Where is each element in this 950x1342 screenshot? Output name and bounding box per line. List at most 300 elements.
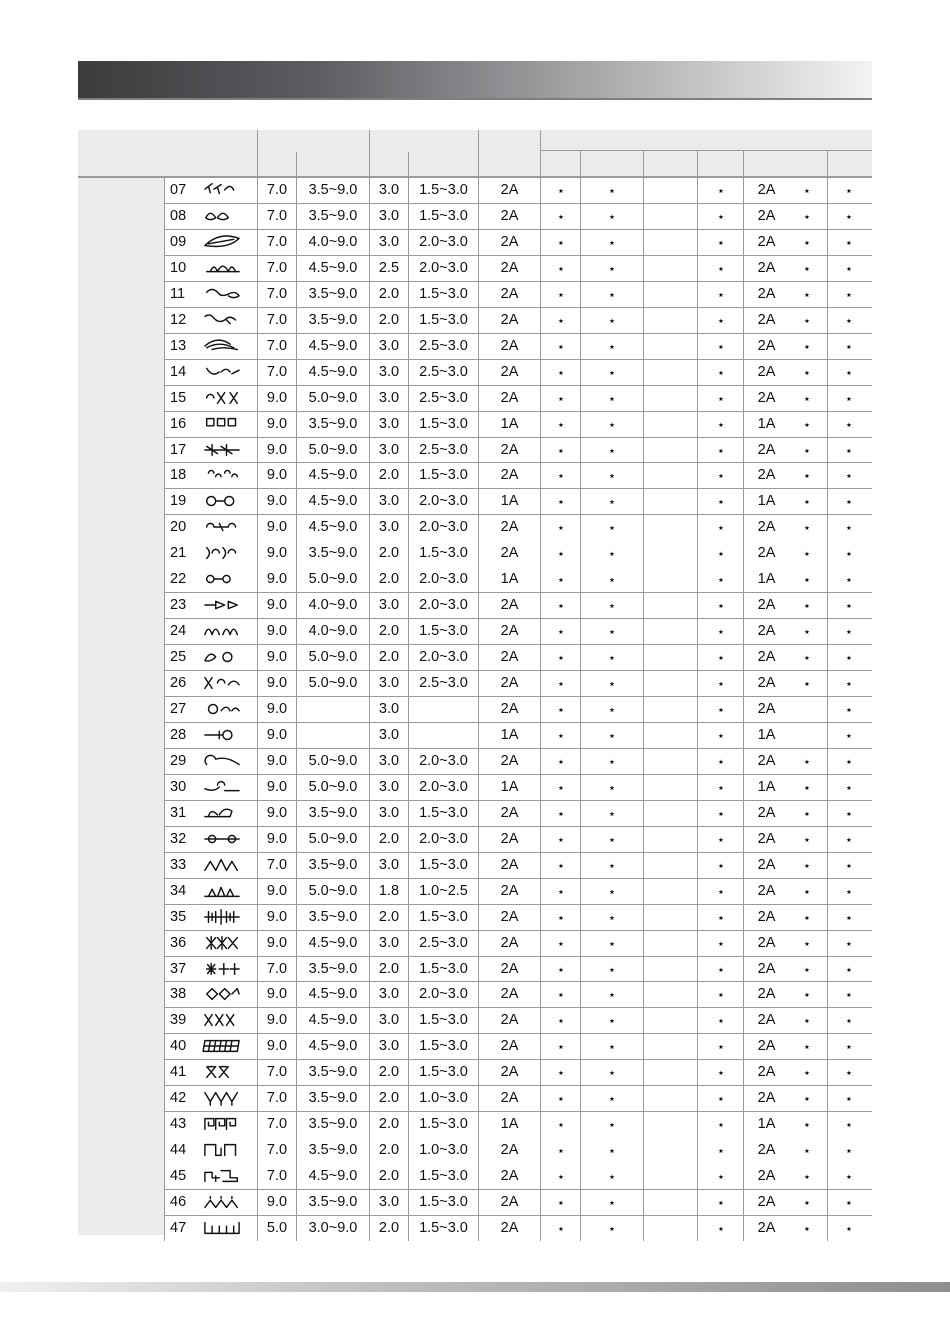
length-range: 1.5~3.0: [419, 1116, 468, 1133]
mark-col-5: ⋆: [802, 1065, 812, 1081]
mark-col-1: ⋆: [556, 857, 566, 873]
presser-foot-alt: 2A: [757, 882, 776, 899]
row-divider: [164, 1059, 872, 1060]
presser-foot-alt: 1A: [757, 493, 776, 510]
mark-col-4: ⋆: [716, 468, 726, 484]
presser-foot: 2A: [500, 467, 519, 484]
cross-x-icon: [200, 1063, 244, 1081]
mark-col-4: ⋆: [716, 260, 726, 276]
mark-col-1: ⋆: [556, 935, 566, 951]
row-divider: [164, 359, 872, 360]
mark-col-5: ⋆: [802, 234, 812, 250]
stitch-number: 16: [170, 415, 187, 432]
mark-col-6: ⋆: [844, 338, 854, 354]
double-leaf-icon: [200, 207, 244, 225]
stitch-number: 28: [170, 726, 187, 743]
presser-foot-alt: 2A: [757, 467, 776, 484]
presser-foot: 2A: [500, 623, 519, 640]
presser-foot: 2A: [500, 182, 519, 198]
width-range: 4.5~9.0: [308, 259, 358, 276]
row-divider: [164, 255, 872, 256]
grid-fence-icon: [200, 1037, 244, 1055]
mark-col-6: ⋆: [844, 831, 854, 847]
wave-curl-icon: [200, 778, 244, 796]
header-divider: [478, 130, 479, 177]
stitch-number: 42: [170, 1090, 187, 1107]
length-range: 1.5~3.0: [419, 1168, 468, 1185]
width-range: 4.5~9.0: [308, 1038, 358, 1055]
presser-foot: 2A: [500, 986, 519, 1003]
mark-col-1: ⋆: [556, 1039, 566, 1055]
mark-col-6: ⋆: [844, 1013, 854, 1029]
mark-col-2: ⋆: [607, 935, 617, 951]
length-range: 1.5~3.0: [419, 1064, 468, 1081]
length-range: 1.0~2.5: [419, 882, 468, 899]
width-default: 9.0: [266, 415, 288, 432]
length-range: 2.5~3.0: [419, 934, 468, 951]
mark-col-1: ⋆: [556, 416, 566, 432]
lotus-pair-icon: [200, 622, 244, 640]
mark-col-2: ⋆: [607, 779, 617, 795]
length-default: 2.0: [378, 649, 400, 666]
mark-col-5: ⋆: [802, 857, 812, 873]
length-default: 2.0: [378, 1116, 400, 1133]
stitch-number: 27: [170, 701, 187, 717]
width-default: 9.0: [266, 701, 288, 717]
header-subdivider: [296, 152, 297, 177]
mark-col-1: ⋆: [556, 753, 566, 769]
row-divider: [164, 281, 872, 282]
mark-col-2: ⋆: [607, 520, 617, 536]
length-range: 1.5~3.0: [419, 908, 468, 925]
mark-col-5: ⋆: [802, 753, 812, 769]
length-range: 1.5~3.0: [419, 311, 468, 328]
mark-col-4: ⋆: [716, 1143, 726, 1159]
length-range: 2.5~3.0: [419, 363, 468, 380]
width-range: 4.5~9.0: [308, 519, 358, 536]
mark-col-6: ⋆: [844, 1117, 854, 1133]
mark-col-5: ⋆: [802, 598, 812, 614]
width-default: 9.0: [266, 441, 288, 458]
width-range: 5.0~9.0: [308, 752, 358, 769]
presser-foot: 2A: [500, 856, 519, 873]
width-default: 7.0: [266, 207, 288, 224]
leaf-vine-icon: [200, 311, 244, 329]
branch-sprig-icon: [200, 181, 244, 199]
presser-foot: 2A: [500, 337, 519, 354]
row-divider: [164, 1111, 872, 1112]
presser-foot: 2A: [500, 1142, 519, 1159]
length-default: 3.0: [378, 207, 400, 224]
page-footer-bar: [0, 1282, 950, 1292]
width-range: 4.0~9.0: [308, 597, 358, 614]
stitch-number: 08: [170, 207, 187, 224]
width-range: 5.0~9.0: [308, 571, 358, 588]
comb-icon: [200, 908, 244, 926]
mark-col-6: ⋆: [844, 779, 854, 795]
column-divider: [697, 177, 698, 1241]
mark-col-5: ⋆: [802, 260, 812, 276]
stitch-number: 15: [170, 389, 187, 406]
mark-col-1: ⋆: [556, 1013, 566, 1029]
mark-col-4: ⋆: [716, 286, 726, 302]
mark-col-1: ⋆: [556, 961, 566, 977]
width-range: 3.5~9.0: [308, 908, 358, 925]
mark-col-4: ⋆: [716, 961, 726, 977]
presser-foot-alt: 2A: [757, 389, 776, 406]
row-divider: [164, 1033, 872, 1034]
row-divider: [164, 462, 872, 463]
mark-col-1: ⋆: [556, 1169, 566, 1185]
width-range: 5.0~9.0: [308, 649, 358, 666]
presser-foot: 2A: [500, 1168, 519, 1185]
row-divider: [164, 437, 872, 438]
mark-col-2: ⋆: [607, 234, 617, 250]
length-default: 3.0: [378, 1194, 400, 1211]
mark-col-5: ⋆: [802, 520, 812, 536]
stitch-number: 17: [170, 441, 187, 458]
presser-foot-alt: 2A: [757, 259, 776, 276]
length-default: 2.0: [378, 545, 400, 562]
presser-foot-alt: 2A: [757, 701, 776, 717]
row-divider: [164, 411, 872, 412]
mark-col-2: ⋆: [607, 753, 617, 769]
mark-col-2: ⋆: [607, 494, 617, 510]
width-default: 7.0: [266, 1116, 288, 1133]
presser-foot: 2A: [500, 1090, 519, 1107]
mark-col-1: ⋆: [556, 442, 566, 458]
bell-flower-icon: [200, 596, 244, 614]
presser-foot-alt: 2A: [757, 1012, 776, 1029]
length-range: 1.0~3.0: [419, 1090, 468, 1107]
length-default: 3.0: [378, 778, 400, 795]
presser-foot-alt: 2A: [757, 752, 776, 769]
row-divider: [164, 696, 872, 697]
stitch-number: 24: [170, 623, 187, 640]
length-default: 3.0: [378, 493, 400, 510]
mark-col-4: ⋆: [716, 805, 726, 821]
mark-col-1: ⋆: [556, 779, 566, 795]
mark-col-1: ⋆: [556, 572, 566, 588]
width-default: 9.0: [266, 389, 288, 406]
width-range: 3.5~9.0: [308, 1064, 358, 1081]
mark-col-5: ⋆: [802, 805, 812, 821]
mark-col-6: ⋆: [844, 208, 854, 224]
width-range: 3.5~9.0: [308, 311, 358, 328]
stitch-number: 10: [170, 259, 187, 276]
mark-col-6: ⋆: [844, 805, 854, 821]
length-default: 2.0: [378, 623, 400, 640]
column-divider: [827, 177, 828, 1241]
length-range: 1.0~3.0: [419, 1142, 468, 1159]
presser-foot-alt: 2A: [757, 1194, 776, 1211]
butterfly-row-icon: [200, 1011, 244, 1029]
length-default: 2.0: [378, 830, 400, 847]
mark-col-1: ⋆: [556, 260, 566, 276]
mark-col-6: ⋆: [844, 520, 854, 536]
stitch-number: 09: [170, 233, 187, 250]
header-bottom-rule: [78, 176, 872, 178]
mark-col-6: ⋆: [844, 650, 854, 666]
stitch-number: 46: [170, 1194, 187, 1211]
picket-fence-icon: [200, 1219, 244, 1237]
length-default: 2.0: [378, 1064, 400, 1081]
length-default: 3.0: [378, 1012, 400, 1029]
mark-col-4: ⋆: [716, 416, 726, 432]
presser-foot: 2A: [500, 311, 519, 328]
mark-col-5: ⋆: [802, 676, 812, 692]
length-range: 1.5~3.0: [419, 804, 468, 821]
presser-foot: 2A: [500, 830, 519, 847]
length-range: 1.5~3.0: [419, 1012, 468, 1029]
width-default: 7.0: [266, 311, 288, 328]
flower-chain-icon: [200, 830, 244, 848]
presser-foot: 2A: [500, 519, 519, 536]
presser-foot: 2A: [500, 259, 519, 276]
mark-col-6: ⋆: [844, 987, 854, 1003]
presser-foot-alt: 2A: [757, 207, 776, 224]
width-default: 5.0: [266, 1220, 288, 1236]
mark-col-6: ⋆: [844, 1169, 854, 1185]
header-subdivider: [743, 150, 744, 177]
category-column: [78, 177, 164, 1235]
presser-foot-alt: 1A: [757, 726, 776, 743]
length-range: 1.5~3.0: [419, 415, 468, 432]
flower-stem-icon: [200, 726, 244, 744]
width-default: 9.0: [266, 519, 288, 536]
stitch-number: 19: [170, 493, 187, 510]
length-range: 2.0~3.0: [419, 597, 468, 614]
mark-col-6: ⋆: [844, 468, 854, 484]
presser-foot: 2A: [500, 389, 519, 406]
length-default: 3.0: [378, 519, 400, 536]
width-range: 3.5~9.0: [308, 285, 358, 302]
width-default: 9.0: [266, 908, 288, 925]
length-range: 1.5~3.0: [419, 467, 468, 484]
presser-foot-alt: 2A: [757, 675, 776, 692]
mark-col-6: ⋆: [844, 183, 854, 198]
presser-foot: 2A: [500, 675, 519, 692]
mark-col-4: ⋆: [716, 702, 726, 717]
mark-col-1: ⋆: [556, 520, 566, 536]
presser-foot-alt: 2A: [757, 441, 776, 458]
mark-col-1: ⋆: [556, 312, 566, 328]
mark-col-6: ⋆: [844, 234, 854, 250]
length-range: 1.5~3.0: [419, 1220, 468, 1236]
stitch-number: 23: [170, 597, 187, 614]
mark-col-5: ⋆: [802, 390, 812, 406]
width-range: 4.0~9.0: [308, 233, 358, 250]
presser-foot: 2A: [500, 1064, 519, 1081]
mark-col-4: ⋆: [716, 624, 726, 640]
header-subdivider: [408, 152, 409, 177]
meander-icon: [200, 1141, 244, 1159]
mark-col-1: ⋆: [556, 987, 566, 1003]
stitch-number: 45: [170, 1168, 187, 1185]
length-range: 1.5~3.0: [419, 285, 468, 302]
star-flower-icon: [200, 441, 244, 459]
length-default: 2.0: [378, 311, 400, 328]
stitch-number: 22: [170, 571, 187, 588]
mark-col-4: ⋆: [716, 650, 726, 666]
length-range: 2.0~3.0: [419, 571, 468, 588]
row-divider: [164, 878, 872, 879]
mark-col-2: ⋆: [607, 1169, 617, 1185]
length-default: 3.0: [378, 726, 400, 743]
width-range: 4.5~9.0: [308, 986, 358, 1003]
mark-col-1: ⋆: [556, 883, 566, 899]
length-range: 1.5~3.0: [419, 207, 468, 224]
mark-col-5: ⋆: [802, 935, 812, 951]
mark-col-2: ⋆: [607, 1091, 617, 1107]
width-default: 9.0: [266, 675, 288, 692]
presser-foot-alt: 2A: [757, 545, 776, 562]
mark-col-5: ⋆: [802, 442, 812, 458]
tulip-row-icon: [200, 415, 244, 433]
length-default: 2.0: [378, 960, 400, 977]
length-default: 3.0: [378, 856, 400, 873]
width-default: 9.0: [266, 597, 288, 614]
mark-col-1: ⋆: [556, 909, 566, 925]
width-range: 5.0~9.0: [308, 441, 358, 458]
width-default: 9.0: [266, 882, 288, 899]
mark-col-6: ⋆: [844, 572, 854, 588]
mark-col-1: ⋆: [556, 1221, 566, 1236]
width-default: 7.0: [266, 233, 288, 250]
length-range: 2.0~3.0: [419, 259, 468, 276]
width-range: 4.5~9.0: [308, 467, 358, 484]
mark-col-5: ⋆: [802, 1117, 812, 1133]
mark-col-4: ⋆: [716, 987, 726, 1003]
mark-col-4: ⋆: [716, 779, 726, 795]
row-divider: [164, 852, 872, 853]
asterisk-row-icon: [200, 960, 244, 978]
leaf-outline-icon: [200, 804, 244, 822]
width-range: 3.5~9.0: [308, 415, 358, 432]
mark-col-6: ⋆: [844, 883, 854, 899]
mark-col-6: ⋆: [844, 702, 854, 717]
presser-foot-alt: 2A: [757, 363, 776, 380]
mark-col-1: ⋆: [556, 208, 566, 224]
length-range: 1.5~3.0: [419, 545, 468, 562]
mark-col-2: ⋆: [607, 416, 617, 432]
mark-col-1: ⋆: [556, 598, 566, 614]
length-default: 3.0: [378, 804, 400, 821]
stitch-number: 37: [170, 960, 187, 977]
width-range: 5.0~9.0: [308, 882, 358, 899]
stitch-number: 11: [170, 285, 186, 302]
presser-foot: 2A: [500, 1038, 519, 1055]
presser-foot-alt: 1A: [757, 571, 776, 588]
mark-col-1: ⋆: [556, 650, 566, 666]
mark-col-1: ⋆: [556, 234, 566, 250]
mark-col-2: ⋆: [607, 312, 617, 328]
stitch-number: 25: [170, 649, 187, 666]
header-subdivider: [580, 150, 581, 177]
presser-foot: 2A: [500, 649, 519, 666]
mark-col-5: ⋆: [802, 183, 812, 198]
stitch-number: 39: [170, 1012, 187, 1029]
mark-col-2: ⋆: [607, 831, 617, 847]
mark-col-1: ⋆: [556, 183, 566, 198]
column-divider: [257, 177, 258, 1241]
tulip-outline-icon: [200, 1089, 244, 1107]
mark-col-4: ⋆: [716, 208, 726, 224]
length-range: 2.0~3.0: [419, 778, 468, 795]
mark-col-5: ⋆: [802, 1221, 812, 1236]
mark-col-5: ⋆: [802, 961, 812, 977]
length-range: 2.5~3.0: [419, 441, 468, 458]
row-divider: [164, 385, 872, 386]
mark-col-5: ⋆: [802, 208, 812, 224]
square-link-icon: [200, 1167, 244, 1185]
width-range: 3.5~9.0: [308, 804, 358, 821]
mark-col-5: ⋆: [802, 338, 812, 354]
presser-foot-alt: 2A: [757, 1038, 776, 1055]
mark-col-6: ⋆: [844, 312, 854, 328]
mark-col-4: ⋆: [716, 390, 726, 406]
mark-col-2: ⋆: [607, 1039, 617, 1055]
table-header: [78, 130, 872, 177]
mark-col-4: ⋆: [716, 1065, 726, 1081]
mark-col-6: ⋆: [844, 390, 854, 406]
width-default: 7.0: [266, 337, 288, 354]
mark-col-2: ⋆: [607, 961, 617, 977]
header-subdivider: [643, 150, 644, 177]
mark-col-6: ⋆: [844, 1091, 854, 1107]
mark-col-5: ⋆: [802, 831, 812, 847]
mark-col-1: ⋆: [556, 1143, 566, 1159]
presser-foot-alt: 2A: [757, 1220, 776, 1236]
stitch-number: 18: [170, 467, 187, 484]
presser-foot-alt: 2A: [757, 1064, 776, 1081]
mark-col-6: ⋆: [844, 442, 854, 458]
stitch-number: 38: [170, 986, 187, 1003]
length-range: 2.5~3.0: [419, 675, 468, 692]
mark-col-1: ⋆: [556, 468, 566, 484]
presser-foot: 2A: [500, 207, 519, 224]
length-default: 3.0: [378, 337, 400, 354]
mark-col-1: ⋆: [556, 702, 566, 717]
row-divider: [164, 826, 872, 827]
mark-col-1: ⋆: [556, 727, 566, 743]
row-divider: [164, 514, 872, 515]
mark-col-1: ⋆: [556, 390, 566, 406]
length-range: 2.0~3.0: [419, 986, 468, 1003]
stitch-number: 14: [170, 363, 187, 380]
mark-col-4: ⋆: [716, 753, 726, 769]
mark-col-6: ⋆: [844, 1195, 854, 1211]
width-default: 9.0: [266, 986, 288, 1003]
mark-col-6: ⋆: [844, 598, 854, 614]
width-default: 7.0: [266, 285, 288, 302]
length-range: 1.5~3.0: [419, 623, 468, 640]
column-divider: [408, 177, 409, 1241]
presser-foot-alt: 2A: [757, 1142, 776, 1159]
row-divider: [164, 800, 872, 801]
sunflower-icon: [200, 700, 244, 718]
mark-col-5: ⋆: [802, 779, 812, 795]
width-default: 7.0: [266, 1142, 288, 1159]
width-default: 7.0: [266, 1168, 288, 1185]
mark-col-5: ⋆: [802, 1169, 812, 1185]
presser-foot: 2A: [500, 441, 519, 458]
mark-col-2: ⋆: [607, 1065, 617, 1081]
width-range: 3.5~9.0: [308, 856, 358, 873]
width-range: 4.5~9.0: [308, 934, 358, 951]
mark-col-1: ⋆: [556, 676, 566, 692]
mark-col-6: ⋆: [844, 286, 854, 302]
